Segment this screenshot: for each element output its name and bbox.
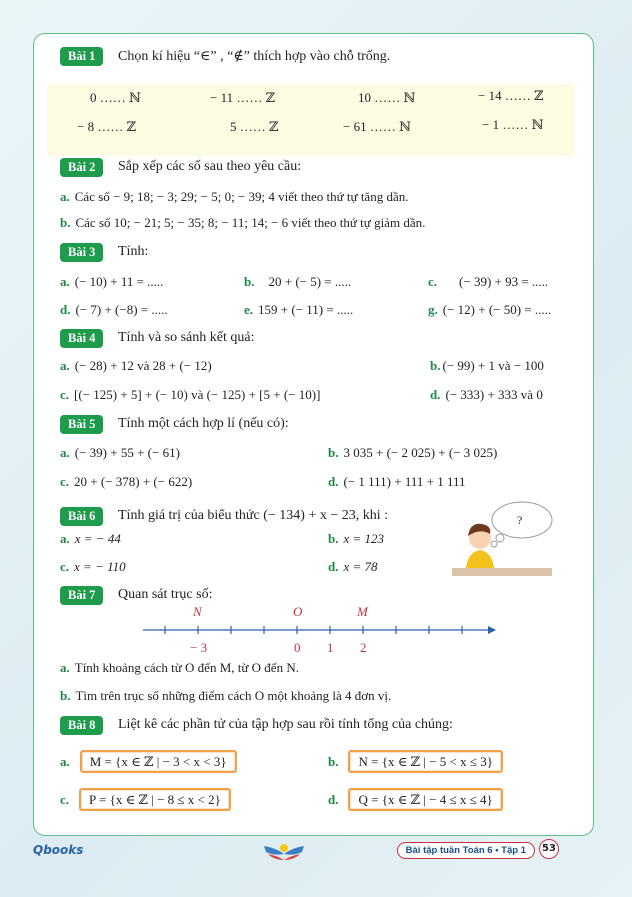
text: 3 035 + (− 2 025) + (− 3 025) bbox=[343, 445, 498, 460]
bai4-title: Tính và so sánh kết quả: bbox=[118, 330, 255, 345]
bai3-item bbox=[60, 302, 168, 318]
label: b. bbox=[328, 445, 339, 460]
bai2-title: Sắp xếp các số sau theo yêu cầu: bbox=[118, 159, 302, 174]
bai4-item bbox=[60, 358, 212, 374]
set-box: Q = {x ∈ ℤ | − 4 ≤ x ≤ 4} bbox=[348, 788, 502, 811]
label: c. bbox=[60, 559, 70, 574]
label: d. bbox=[60, 302, 71, 317]
bai1-title: Chọn kí hiệu “∈” , “∉” thích hợp vào chỗ trống. bbox=[118, 49, 391, 64]
tick-label: − 3 bbox=[190, 640, 208, 655]
bai7-title: Quan sát trục số: bbox=[118, 587, 213, 602]
set-box: N = {x ∈ ℤ | − 5 < x ≤ 3} bbox=[348, 750, 502, 773]
label: b. bbox=[430, 358, 441, 373]
bai6-item bbox=[60, 531, 121, 547]
bai4-item bbox=[430, 387, 543, 403]
bai1-item: − 11 …… ℤ bbox=[210, 90, 276, 105]
bai6-item bbox=[60, 559, 126, 575]
label: d. bbox=[328, 559, 339, 574]
bai1-item: 10 …… ℕ bbox=[358, 90, 416, 105]
bai5-item bbox=[328, 474, 466, 490]
bai1-badge: Bài 1 bbox=[60, 47, 103, 66]
bai4-item bbox=[60, 387, 320, 403]
tick-label: 1 bbox=[327, 640, 334, 655]
text: (− 28) + 12 và 28 + (− 12) bbox=[74, 358, 212, 373]
text: (− 39) + 55 + (− 61) bbox=[74, 445, 180, 460]
bai5-title: Tính một cách hợp lí (nếu có): bbox=[118, 416, 289, 431]
text: (− 7) + (−8) = ..... bbox=[75, 302, 168, 317]
label: d. bbox=[430, 387, 441, 402]
bai8-item bbox=[328, 792, 503, 808]
bai2-item-a bbox=[60, 189, 408, 205]
bai3-item bbox=[60, 274, 163, 290]
text: x = − 110 bbox=[74, 559, 126, 574]
text: Tìm trên trục số những điểm cách O một khoảng là 4 đơn vị. bbox=[75, 688, 392, 703]
point-label-o: O bbox=[293, 604, 303, 619]
point-label-m: M bbox=[357, 604, 368, 619]
bai6-title: Tính giá trị của biểu thức (− 134) + x − 23, khi : bbox=[118, 508, 388, 523]
wings-logo-icon bbox=[264, 842, 304, 862]
number-line bbox=[140, 622, 500, 638]
label: c. bbox=[60, 792, 70, 807]
thought-bubble-text: ? bbox=[517, 513, 523, 527]
bai7-item-b bbox=[60, 688, 391, 704]
arrow-head-icon bbox=[488, 626, 496, 634]
text: (− 1 111) + 111 + 1 111 bbox=[343, 474, 466, 489]
bai5-item bbox=[60, 445, 180, 461]
label: b. bbox=[60, 688, 71, 703]
bai1-item: − 14 …… ℤ bbox=[478, 88, 544, 103]
bai3-badge: Bài 3 bbox=[60, 243, 103, 262]
label: d. bbox=[328, 792, 339, 807]
text: x = 78 bbox=[343, 559, 378, 574]
bai2-badge: Bài 2 bbox=[60, 158, 103, 177]
tick-label: 2 bbox=[360, 640, 367, 655]
bai2-item-b bbox=[60, 215, 425, 231]
bai5-badge: Bài 5 bbox=[60, 415, 103, 434]
bai5-item bbox=[328, 445, 497, 461]
label: d. bbox=[328, 474, 339, 489]
label: e. bbox=[244, 302, 254, 317]
text: x = − 44 bbox=[74, 531, 121, 546]
bai7-item-a bbox=[60, 660, 299, 676]
text: (− 333) + 333 và 0 bbox=[445, 387, 543, 402]
label: b. bbox=[244, 274, 255, 289]
bai1-item: − 8 …… ℤ bbox=[77, 119, 137, 134]
bai1-item: − 1 …… ℕ bbox=[482, 117, 544, 132]
bai3-item bbox=[244, 274, 351, 290]
label: a. bbox=[60, 445, 70, 460]
thinking-boy-illustration bbox=[450, 500, 560, 580]
text: x = 123 bbox=[343, 531, 385, 546]
point-label-n: N bbox=[193, 604, 202, 619]
label: a. bbox=[60, 754, 70, 769]
bai1-item: − 61 …… ℕ bbox=[343, 119, 411, 134]
bai8-badge: Bài 8 bbox=[60, 716, 103, 735]
text: Các số − 9; 18; − 3; 29; − 5; 0; − 39; 4 viết theo thứ tự tăng dần. bbox=[74, 189, 409, 204]
label: a. bbox=[60, 274, 70, 289]
bai5-item bbox=[60, 474, 192, 490]
text: 20 + (− 5) = ..... bbox=[268, 274, 352, 289]
qbooks-logo: Qbooks bbox=[33, 843, 84, 857]
text: 159 + (− 11) = ..... bbox=[258, 302, 354, 317]
bai8-item bbox=[60, 792, 231, 808]
bai1-item: 5 …… ℤ bbox=[230, 119, 279, 134]
bai6-badge: Bài 6 bbox=[60, 507, 103, 526]
label: c. bbox=[60, 474, 70, 489]
bai3-item bbox=[428, 274, 548, 290]
label: b. bbox=[328, 531, 339, 546]
bai7-badge: Bài 7 bbox=[60, 586, 103, 605]
set-box: P = {x ∈ ℤ | − 8 ≤ x < 2} bbox=[79, 788, 231, 811]
text: Các số 10; − 21; 5; − 35; 8; − 11; 14; − 6 viết theo thứ tự giảm dần. bbox=[75, 215, 426, 230]
label: a. bbox=[60, 531, 70, 546]
bai4-badge: Bài 4 bbox=[60, 329, 103, 348]
bai8-item bbox=[328, 754, 503, 770]
bai1-item: 0 …… ℕ bbox=[90, 90, 141, 105]
bai3-item bbox=[428, 302, 551, 318]
bai4-item bbox=[430, 358, 544, 374]
bai8-item bbox=[60, 754, 237, 770]
set-box: M = {x ∈ ℤ | − 3 < x < 3} bbox=[80, 750, 237, 773]
label: b. bbox=[328, 754, 339, 769]
label: a. bbox=[60, 189, 70, 204]
text: (− 39) + 93 = ..... bbox=[459, 274, 549, 289]
text: 20 + (− 378) + (− 622) bbox=[74, 474, 193, 489]
bai3-title: Tính: bbox=[118, 244, 149, 259]
bai3-item bbox=[244, 302, 353, 318]
bai8-title: Liệt kê các phần tử của tập hợp sau rồi tính tổng của chúng: bbox=[118, 717, 453, 732]
bai6-item bbox=[328, 559, 378, 575]
text: Tính khoảng cách từ O đến M, từ O đến N. bbox=[74, 660, 299, 675]
text: (− 10) + 11 = ..... bbox=[74, 274, 164, 289]
tick-label: 0 bbox=[294, 640, 301, 655]
text: (− 12) + (− 50) = ..... bbox=[442, 302, 552, 317]
label: a. bbox=[60, 660, 70, 675]
label: c. bbox=[60, 387, 70, 402]
footer-book-title: Bài tập tuần Toán 6 • Tập 1 bbox=[397, 842, 535, 859]
label: c. bbox=[428, 274, 438, 289]
text: (− 99) + 1 và − 100 bbox=[442, 358, 544, 373]
label: a. bbox=[60, 358, 70, 373]
label: b. bbox=[60, 215, 71, 230]
text: [(− 125) + 5] + (− 10) và (− 125) + [5 + (− 10)] bbox=[74, 387, 321, 402]
page-number: 53 bbox=[539, 839, 559, 859]
label: g. bbox=[428, 302, 438, 317]
bai6-item bbox=[328, 531, 384, 547]
